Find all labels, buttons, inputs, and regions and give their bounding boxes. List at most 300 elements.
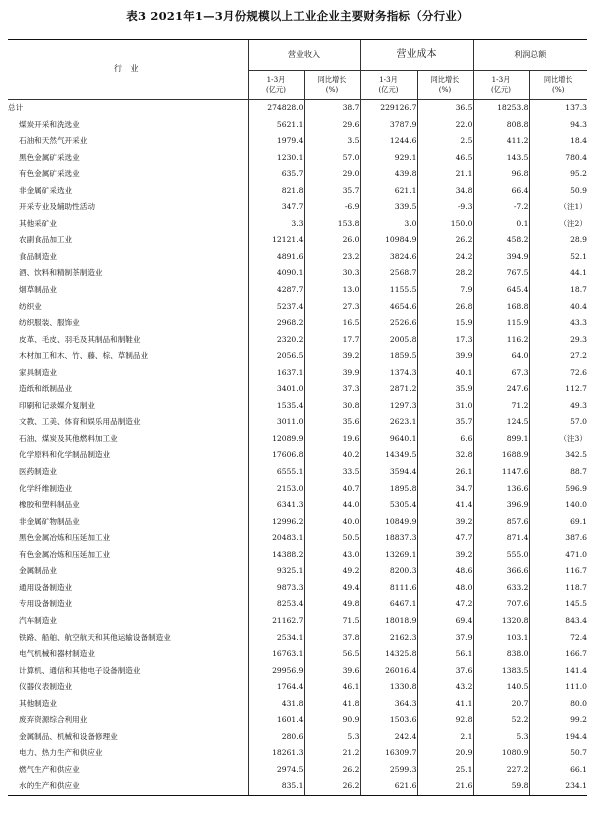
profit-growth: 44.1 bbox=[529, 265, 587, 282]
profit-value: 103.1 bbox=[473, 630, 529, 647]
profit-growth: 49.3 bbox=[529, 398, 587, 415]
cost-growth: 43.2 bbox=[417, 679, 473, 696]
cost-value: 13269.1 bbox=[360, 547, 417, 564]
cost-value: 621.1 bbox=[360, 183, 417, 200]
revenue-value: 2056.5 bbox=[248, 348, 304, 365]
revenue-growth: 40.2 bbox=[304, 447, 360, 464]
table-row bbox=[8, 398, 587, 415]
profit-value: 555.0 bbox=[473, 547, 529, 564]
revenue-growth: 33.5 bbox=[304, 464, 360, 481]
profit-growth: 99.2 bbox=[529, 712, 587, 729]
revenue-growth: 29.0 bbox=[304, 166, 360, 183]
revenue-value: 431.8 bbox=[248, 696, 304, 713]
profit-growth: 342.5 bbox=[529, 447, 587, 464]
revenue-growth: 30.8 bbox=[304, 398, 360, 415]
growth-label: 同比增长 (%) bbox=[543, 75, 573, 94]
period-label: 1-3月 (亿元) bbox=[378, 75, 399, 94]
cost-value: 18018.9 bbox=[360, 613, 417, 630]
industry-name: 文教、工美、体育和娱乐用品制造业 bbox=[19, 417, 141, 427]
revenue-value: 9873.3 bbox=[248, 580, 304, 597]
table-row bbox=[8, 580, 587, 597]
revenue-value: 6341.3 bbox=[248, 497, 304, 514]
profit-value: 116.2 bbox=[473, 332, 529, 349]
profit-growth: 140.0 bbox=[529, 497, 587, 514]
header-cost: 营业成本 bbox=[360, 40, 473, 71]
industry-name: 纺织服装、服饰业 bbox=[19, 318, 80, 328]
revenue-value: 1637.1 bbox=[248, 365, 304, 382]
industry-name: 其他采矿业 bbox=[19, 218, 57, 228]
cost-value: 8200.3 bbox=[360, 563, 417, 580]
revenue-value: 1230.1 bbox=[248, 150, 304, 167]
cost-value: 1297.3 bbox=[360, 398, 417, 415]
profit-value: 20.7 bbox=[473, 696, 529, 713]
cost-value: 14325.8 bbox=[360, 646, 417, 663]
revenue-value: 12121.4 bbox=[248, 232, 304, 249]
revenue-growth: 5.3 bbox=[304, 729, 360, 746]
table-row bbox=[8, 646, 587, 663]
profit-growth: 145.5 bbox=[529, 596, 587, 613]
industry-name: 非金属矿采选业 bbox=[19, 185, 73, 195]
profit-growth: 57.0 bbox=[529, 414, 587, 431]
cost-value: 10849.9 bbox=[360, 514, 417, 531]
table-row bbox=[8, 514, 587, 531]
profit-value: 18253.8 bbox=[473, 100, 529, 117]
header-revenue-period bbox=[248, 71, 304, 100]
header-cost-period bbox=[360, 71, 417, 100]
cost-growth: 48.6 bbox=[417, 563, 473, 580]
profit-growth: （注2） bbox=[529, 216, 587, 233]
profit-value: 64.0 bbox=[473, 348, 529, 365]
cost-value: 18837.3 bbox=[360, 530, 417, 547]
cost-growth: 35.9 bbox=[417, 381, 473, 398]
industry-name: 电力、热力生产和供应业 bbox=[19, 748, 103, 758]
cost-growth: 17.3 bbox=[417, 332, 473, 349]
profit-growth: 780.4 bbox=[529, 150, 587, 167]
revenue-growth: 46.1 bbox=[304, 679, 360, 696]
table-title: 表3 2021年1—3月份规模以上工业企业主要财务指标（分行业） bbox=[126, 9, 469, 23]
table-row bbox=[8, 696, 587, 713]
industry-name: 橡胶和塑料制品业 bbox=[19, 500, 80, 510]
industry-name: 通用设备制造业 bbox=[19, 582, 73, 592]
cost-value: 2568.7 bbox=[360, 265, 417, 282]
cost-growth: -9.3 bbox=[417, 199, 473, 216]
revenue-growth: 49.2 bbox=[304, 563, 360, 580]
revenue-growth: 39.2 bbox=[304, 348, 360, 365]
cost-value: 1330.8 bbox=[360, 679, 417, 696]
table-row bbox=[8, 663, 587, 680]
cost-growth: 26.2 bbox=[417, 232, 473, 249]
revenue-value: 3011.0 bbox=[248, 414, 304, 431]
revenue-value: 274828.0 bbox=[248, 100, 304, 117]
profit-growth: 137.3 bbox=[529, 100, 587, 117]
industry-name: 烟草制品业 bbox=[19, 285, 57, 295]
profit-growth: 66.1 bbox=[529, 762, 587, 779]
cost-value: 3594.4 bbox=[360, 464, 417, 481]
cost-growth: 21.6 bbox=[417, 778, 473, 795]
revenue-growth: 49.8 bbox=[304, 596, 360, 613]
revenue-value: 4090.1 bbox=[248, 265, 304, 282]
revenue-value: 16763.1 bbox=[248, 646, 304, 663]
profit-growth: 18.4 bbox=[529, 133, 587, 150]
table-row bbox=[8, 497, 587, 514]
profit-value: 227.2 bbox=[473, 762, 529, 779]
table-row bbox=[8, 729, 587, 746]
revenue-growth: 35.6 bbox=[304, 414, 360, 431]
profit-value: 140.5 bbox=[473, 679, 529, 696]
revenue-value: 3401.0 bbox=[248, 381, 304, 398]
table-row bbox=[8, 530, 587, 547]
cost-growth: 69.4 bbox=[417, 613, 473, 630]
profit-value: 857.6 bbox=[473, 514, 529, 531]
table-row bbox=[8, 133, 587, 150]
cost-growth: 47.7 bbox=[417, 530, 473, 547]
revenue-value: 821.8 bbox=[248, 183, 304, 200]
profit-growth: 843.4 bbox=[529, 613, 587, 630]
profit-value: 115.9 bbox=[473, 315, 529, 332]
cost-growth: 20.9 bbox=[417, 745, 473, 762]
cost-value: 229126.7 bbox=[360, 100, 417, 117]
revenue-value: 8253.4 bbox=[248, 596, 304, 613]
table-row bbox=[8, 299, 587, 316]
revenue-value: 1979.4 bbox=[248, 133, 304, 150]
profit-growth: 18.7 bbox=[529, 282, 587, 299]
table-row bbox=[8, 100, 587, 117]
profit-growth: （注1） bbox=[529, 199, 587, 216]
revenue-value: 20483.1 bbox=[248, 530, 304, 547]
revenue-value: 6555.1 bbox=[248, 464, 304, 481]
profit-growth: 80.0 bbox=[529, 696, 587, 713]
cost-value: 8111.6 bbox=[360, 580, 417, 597]
profit-value: 394.9 bbox=[473, 249, 529, 266]
cost-growth: 15.9 bbox=[417, 315, 473, 332]
industry-name: 有色金属矿采选业 bbox=[19, 169, 80, 179]
table-row bbox=[8, 265, 587, 282]
cost-value: 439.8 bbox=[360, 166, 417, 183]
cost-value: 9640.1 bbox=[360, 431, 417, 448]
revenue-value: 4891.6 bbox=[248, 249, 304, 266]
cost-growth: 22.0 bbox=[417, 117, 473, 134]
table-row bbox=[8, 613, 587, 630]
cost-growth: 2.5 bbox=[417, 133, 473, 150]
revenue-value: 21162.7 bbox=[248, 613, 304, 630]
profit-growth: 29.3 bbox=[529, 332, 587, 349]
revenue-value: 14388.2 bbox=[248, 547, 304, 564]
industry-name: 非金属矿物制品业 bbox=[19, 516, 80, 526]
cost-growth: 28.2 bbox=[417, 265, 473, 282]
revenue-growth: 38.7 bbox=[304, 100, 360, 117]
profit-value: 71.2 bbox=[473, 398, 529, 415]
table-row bbox=[8, 150, 587, 167]
revenue-growth: -6.9 bbox=[304, 199, 360, 216]
header-profit-period bbox=[473, 71, 529, 100]
profit-value: 52.2 bbox=[473, 712, 529, 729]
revenue-value: 2320.2 bbox=[248, 332, 304, 349]
cost-value: 1895.8 bbox=[360, 481, 417, 498]
cost-growth: 39.2 bbox=[417, 514, 473, 531]
profit-value: 247.6 bbox=[473, 381, 529, 398]
cost-value: 5305.4 bbox=[360, 497, 417, 514]
cost-value: 3787.9 bbox=[360, 117, 417, 134]
profit-growth: 166.7 bbox=[529, 646, 587, 663]
revenue-growth: 40.7 bbox=[304, 481, 360, 498]
cost-growth: 21.1 bbox=[417, 166, 473, 183]
profit-value: 0.1 bbox=[473, 216, 529, 233]
industry-name: 开采专业及辅助性活动 bbox=[19, 202, 95, 212]
revenue-growth: 37.3 bbox=[304, 381, 360, 398]
revenue-value: 29956.9 bbox=[248, 663, 304, 680]
revenue-growth: 153.8 bbox=[304, 216, 360, 233]
table-row bbox=[8, 332, 587, 349]
revenue-value: 835.1 bbox=[248, 778, 304, 795]
revenue-growth: 26.2 bbox=[304, 778, 360, 795]
industry-name: 金属制品业 bbox=[19, 566, 57, 576]
cost-value: 621.6 bbox=[360, 778, 417, 795]
revenue-growth: 35.7 bbox=[304, 183, 360, 200]
revenue-growth: 27.3 bbox=[304, 299, 360, 316]
revenue-growth: 57.0 bbox=[304, 150, 360, 167]
industry-name: 医药制造业 bbox=[19, 467, 57, 477]
profit-growth: 50.7 bbox=[529, 745, 587, 762]
industry-name: 黑色金属冶炼和压延加工业 bbox=[19, 533, 111, 543]
revenue-value: 1764.4 bbox=[248, 679, 304, 696]
profit-value: 67.3 bbox=[473, 365, 529, 382]
cost-value: 10984.9 bbox=[360, 232, 417, 249]
profit-value: 633.2 bbox=[473, 580, 529, 597]
revenue-growth: 30.3 bbox=[304, 265, 360, 282]
revenue-growth: 16.5 bbox=[304, 315, 360, 332]
cost-value: 1859.5 bbox=[360, 348, 417, 365]
revenue-value: 347.7 bbox=[248, 199, 304, 216]
table-row bbox=[8, 762, 587, 779]
profit-value: 136.6 bbox=[473, 481, 529, 498]
cost-value: 2871.2 bbox=[360, 381, 417, 398]
revenue-growth: 37.8 bbox=[304, 630, 360, 647]
cost-value: 1503.6 bbox=[360, 712, 417, 729]
cost-growth: 47.2 bbox=[417, 596, 473, 613]
profit-value: 899.1 bbox=[473, 431, 529, 448]
cost-growth: 2.1 bbox=[417, 729, 473, 746]
profit-growth: 112.7 bbox=[529, 381, 587, 398]
profit-growth: 27.2 bbox=[529, 348, 587, 365]
table-row bbox=[8, 282, 587, 299]
cost-value: 339.5 bbox=[360, 199, 417, 216]
industry-name: 木材加工和木、竹、藤、棕、草制品业 bbox=[19, 351, 149, 361]
cost-growth: 46.5 bbox=[417, 150, 473, 167]
cost-value: 3.0 bbox=[360, 216, 417, 233]
industry-name: 石油和天然气开采业 bbox=[19, 136, 88, 146]
growth-label: 同比增长 (%) bbox=[317, 75, 347, 94]
profit-value: 96.8 bbox=[473, 166, 529, 183]
profit-growth: 69.1 bbox=[529, 514, 587, 531]
industry-name: 其他制造业 bbox=[19, 698, 57, 708]
revenue-growth: 56.5 bbox=[304, 646, 360, 663]
profit-growth: 387.6 bbox=[529, 530, 587, 547]
profit-value: 645.4 bbox=[473, 282, 529, 299]
industry-name: 化学纤维制造业 bbox=[19, 483, 73, 493]
financial-indicators-table bbox=[8, 39, 587, 796]
industry-name: 纺织业 bbox=[19, 301, 42, 311]
profit-value: 1147.6 bbox=[473, 464, 529, 481]
revenue-growth: 90.9 bbox=[304, 712, 360, 729]
cost-growth: 26.1 bbox=[417, 464, 473, 481]
revenue-growth: 39.6 bbox=[304, 663, 360, 680]
cost-growth: 150.0 bbox=[417, 216, 473, 233]
cost-value: 242.4 bbox=[360, 729, 417, 746]
cost-value: 1155.5 bbox=[360, 282, 417, 299]
industry-name: 家具制造业 bbox=[19, 367, 57, 377]
header-profit: 利润总额 bbox=[473, 40, 587, 71]
industry-name: 皮革、毛皮、羽毛及其制品和制鞋业 bbox=[19, 334, 141, 344]
table-row bbox=[8, 481, 587, 498]
revenue-value: 4287.7 bbox=[248, 282, 304, 299]
profit-value: 396.9 bbox=[473, 497, 529, 514]
profit-growth: 234.1 bbox=[529, 778, 587, 795]
revenue-value: 12089.9 bbox=[248, 431, 304, 448]
period-label: 1-3月 (亿元) bbox=[491, 75, 511, 94]
cost-growth: 37.9 bbox=[417, 630, 473, 647]
table-body bbox=[8, 100, 587, 796]
industry-name: 印刷和记录媒介复制业 bbox=[19, 400, 95, 410]
period-label: 1-3月 (亿元) bbox=[266, 75, 286, 94]
industry-name: 煤炭开采和洗选业 bbox=[19, 119, 80, 129]
table-row bbox=[8, 596, 587, 613]
header-industry: 行 业 bbox=[8, 40, 248, 100]
industry-name: 化学原料和化学制品制造业 bbox=[19, 450, 111, 460]
industry-name: 黑色金属矿采选业 bbox=[19, 152, 80, 162]
revenue-growth: 26.2 bbox=[304, 762, 360, 779]
cost-value: 6467.1 bbox=[360, 596, 417, 613]
profit-growth: 194.4 bbox=[529, 729, 587, 746]
cost-value: 2623.1 bbox=[360, 414, 417, 431]
revenue-growth: 26.0 bbox=[304, 232, 360, 249]
revenue-growth: 43.0 bbox=[304, 547, 360, 564]
table-row bbox=[8, 447, 587, 464]
industry-name: 食品制造业 bbox=[19, 251, 57, 261]
revenue-growth: 29.6 bbox=[304, 117, 360, 134]
cost-value: 1244.6 bbox=[360, 133, 417, 150]
industry-name: 专用设备制造业 bbox=[19, 599, 73, 609]
header-revenue-growth bbox=[304, 71, 360, 100]
industry-name: 汽车制造业 bbox=[19, 615, 57, 625]
revenue-growth: 41.8 bbox=[304, 696, 360, 713]
table-row bbox=[8, 464, 587, 481]
profit-value: -7.2 bbox=[473, 199, 529, 216]
table-row bbox=[8, 117, 587, 134]
profit-growth: 116.7 bbox=[529, 563, 587, 580]
revenue-growth: 50.5 bbox=[304, 530, 360, 547]
industry-name: 有色金属冶炼和压延加工业 bbox=[19, 549, 111, 559]
header-row-groups bbox=[8, 40, 587, 71]
cost-value: 16309.7 bbox=[360, 745, 417, 762]
profit-growth: （注3） bbox=[529, 431, 587, 448]
table-row bbox=[8, 232, 587, 249]
industry-name: 铁路、船舶、航空航天和其他运输设备制造业 bbox=[19, 632, 171, 642]
cost-growth: 40.1 bbox=[417, 365, 473, 382]
header-cost-growth bbox=[417, 71, 473, 100]
cost-growth: 48.0 bbox=[417, 580, 473, 597]
growth-label: 同比增长 (%) bbox=[430, 75, 460, 94]
revenue-value: 17606.8 bbox=[248, 447, 304, 464]
table-row bbox=[8, 745, 587, 762]
table-row bbox=[8, 679, 587, 696]
cost-growth: 7.9 bbox=[417, 282, 473, 299]
profit-value: 411.2 bbox=[473, 133, 529, 150]
revenue-value: 2968.2 bbox=[248, 315, 304, 332]
profit-growth: 118.7 bbox=[529, 580, 587, 597]
cost-value: 2599.3 bbox=[360, 762, 417, 779]
profit-value: 838.0 bbox=[473, 646, 529, 663]
revenue-growth: 21.2 bbox=[304, 745, 360, 762]
cost-growth: 41.4 bbox=[417, 497, 473, 514]
cost-growth: 39.2 bbox=[417, 547, 473, 564]
profit-growth: 111.0 bbox=[529, 679, 587, 696]
profit-value: 871.4 bbox=[473, 530, 529, 547]
industry-name: 仪器仪表制造业 bbox=[19, 682, 73, 692]
cost-growth: 34.7 bbox=[417, 481, 473, 498]
profit-growth: 72.6 bbox=[529, 365, 587, 382]
industry-name: 石油、煤炭及其他燃料加工业 bbox=[19, 433, 118, 443]
profit-growth: 52.1 bbox=[529, 249, 587, 266]
revenue-growth: 19.6 bbox=[304, 431, 360, 448]
revenue-growth: 40.0 bbox=[304, 514, 360, 531]
profit-value: 767.5 bbox=[473, 265, 529, 282]
profit-growth: 28.9 bbox=[529, 232, 587, 249]
cost-growth: 34.8 bbox=[417, 183, 473, 200]
profit-growth: 471.0 bbox=[529, 547, 587, 564]
profit-growth: 141.4 bbox=[529, 663, 587, 680]
revenue-value: 12996.2 bbox=[248, 514, 304, 531]
revenue-value: 280.6 bbox=[248, 729, 304, 746]
profit-growth: 596.9 bbox=[529, 481, 587, 498]
table-row bbox=[8, 547, 587, 564]
industry-name: 金属制品、机械和设备修理业 bbox=[19, 731, 118, 741]
industry-name: 水的生产和供应业 bbox=[8, 778, 248, 795]
revenue-growth: 17.7 bbox=[304, 332, 360, 349]
profit-value: 143.5 bbox=[473, 150, 529, 167]
industry-name: 造纸和纸制品业 bbox=[19, 384, 73, 394]
cost-value: 3824.6 bbox=[360, 249, 417, 266]
profit-growth: 40.4 bbox=[529, 299, 587, 316]
profit-growth: 43.3 bbox=[529, 315, 587, 332]
table-row bbox=[8, 778, 587, 795]
cost-growth: 25.1 bbox=[417, 762, 473, 779]
header-profit-growth bbox=[529, 71, 587, 100]
cost-value: 2526.6 bbox=[360, 315, 417, 332]
revenue-value: 1601.4 bbox=[248, 712, 304, 729]
cost-growth: 32.8 bbox=[417, 447, 473, 464]
industry-name: 计算机、通信和其他电子设备制造业 bbox=[19, 665, 141, 675]
revenue-value: 635.7 bbox=[248, 166, 304, 183]
table-row bbox=[8, 315, 587, 332]
cost-growth: 41.1 bbox=[417, 696, 473, 713]
cost-value: 4654.6 bbox=[360, 299, 417, 316]
revenue-growth: 49.4 bbox=[304, 580, 360, 597]
revenue-growth: 71.5 bbox=[304, 613, 360, 630]
cost-value: 26016.4 bbox=[360, 663, 417, 680]
cost-value: 929.1 bbox=[360, 150, 417, 167]
profit-value: 1320.8 bbox=[473, 613, 529, 630]
revenue-growth: 23.2 bbox=[304, 249, 360, 266]
cost-growth: 37.6 bbox=[417, 663, 473, 680]
cost-value: 364.3 bbox=[360, 696, 417, 713]
revenue-growth: 39.9 bbox=[304, 365, 360, 382]
profit-value: 5.3 bbox=[473, 729, 529, 746]
table-row bbox=[8, 249, 587, 266]
revenue-growth: 13.0 bbox=[304, 282, 360, 299]
cost-value: 1374.3 bbox=[360, 365, 417, 382]
profit-value: 458.2 bbox=[473, 232, 529, 249]
revenue-value: 2534.1 bbox=[248, 630, 304, 647]
